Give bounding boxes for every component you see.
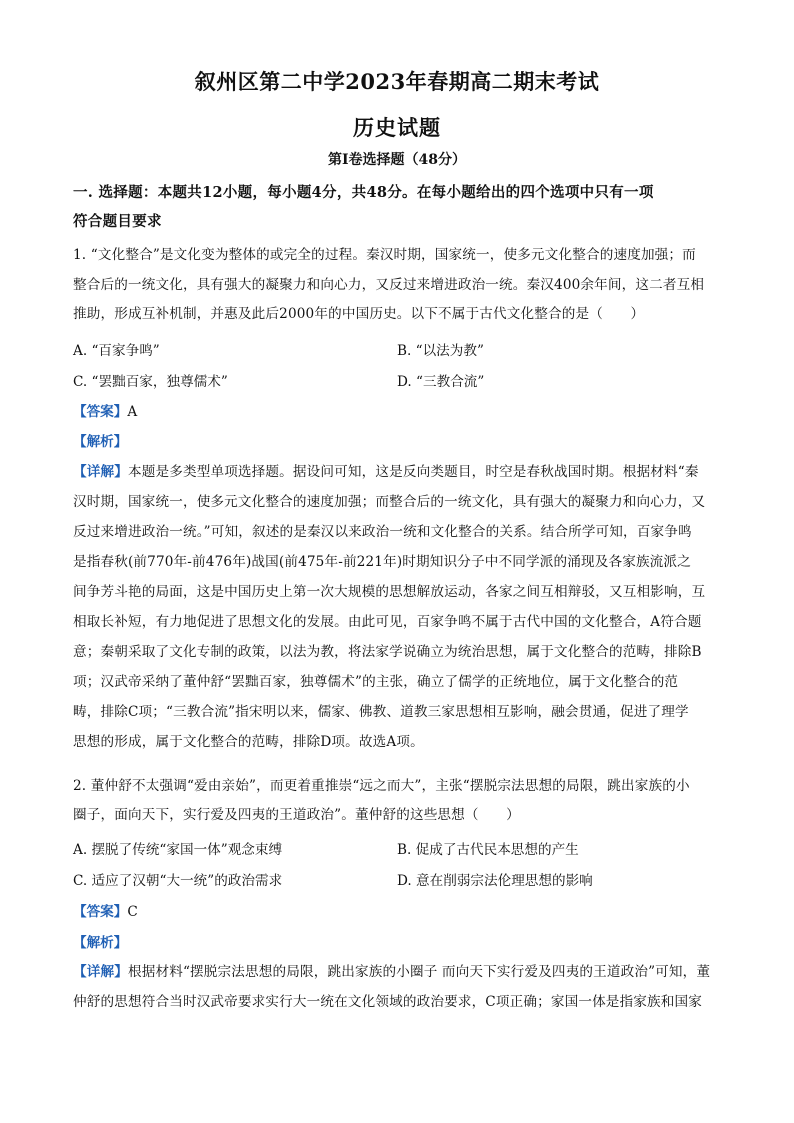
q1-analysis	[73, 430, 127, 450]
instruction-line-2: 符合题目要求	[73, 213, 162, 230]
q1-option-d: D. “三教合流”	[397, 374, 485, 390]
q1-analysis-tag: 【解析】	[73, 434, 128, 450]
q1-option-c: C. “罢黜百家，独尊儒术”	[73, 374, 228, 390]
q1-answer	[73, 400, 137, 420]
q2-stem-line-1: 2. 董仲舒不太强调“爱由亲始”，而更着重推崇“远之而大”，主张“摆脱宗法思想的局限，跳出家族的小	[73, 778, 690, 794]
q1-stem-line-1: 1. “文化整合”是文化变为整体的或完全的过程。秦汉时期，国家统一，使多元文化整合的速度加强；而	[73, 247, 696, 263]
q2-analysis	[73, 931, 127, 951]
q2-detail-line-2: 仲舒的思想符合当时汉武帝要求实行大一统在文化领域的政治要求，C项正确；家国一体是指家族和国家	[73, 994, 703, 1010]
q1-detail-line-10: 思想的形成，属于文化整合的范畴，排除D项。故选A项。	[73, 734, 424, 750]
section-title: 第Ⅰ卷选择题（48分）	[327, 152, 467, 168]
q1-detail-line-6: 相取长补短，有力地促进了思想文化的发展。由此可见，百家争鸣不属于古代中国的文化整合，A符合题	[73, 614, 702, 630]
q1-answer-value: A	[127, 404, 138, 420]
q1-stem-line-2: 整合后的一统文化，具有强大的凝聚力和向心力，又反过来增进政治一统。秦汉400余年间，这二者互相	[73, 277, 705, 293]
q1-answer-tag: 【答案】	[73, 404, 128, 420]
q1-detail-line-8: 项；汉武帝采纳了董仲舒“罢黜百家，独尊儒术”的主张，确立了儒学的正统地位，属于文化整合的范	[73, 674, 679, 690]
q1-option-a: A. “百家争鸣”	[73, 343, 160, 359]
instruction-line-1: 一. 选择题：本题共12小题，每小题4分，共48分。在每小题给出的四个选项中只有一项	[73, 184, 654, 201]
q2-answer-value: C	[127, 904, 138, 920]
q2-detail-tag: 【详解】	[73, 964, 128, 980]
q2-option-a: A. 摆脱了传统“家国一体”观念束缚	[73, 842, 283, 858]
q1-detail-line-5: 间争芳斗艳的局面，这是中国历史上第一次大规模的思想解放运动，各家之间互相辩驳，又互相影响，互	[73, 584, 706, 600]
q1-detail-line-9: 畴，排除C项；“三教合流”指宋明以来，儒家、佛教、道教三家思想相互影响，融会贯通，促进了理学	[73, 704, 689, 720]
q1-detail-line-2: 汉时期，国家统一，使多元文化整合的速度加强；而整合后的一统文化，具有强大的凝聚力和向心力，又	[73, 494, 706, 510]
q1-detail-line-1: 【详解】本题是多类型单项选择题。据设问可知，这是反向类题目，时空是春秋战国时期。根据材料“秦	[73, 464, 699, 480]
q2-stem-line-2: 圈子，面向天下，实行爱及四夷的王道政治”。董仲舒的这些思想（ ）	[73, 807, 520, 823]
q2-detail-line-1: 【详解】根据材料“摆脱宗法思想的局限，跳出家族的小圈子 而向天下实行爱及四夷的王道政治”可知，董	[73, 964, 711, 980]
q2-option-d: D. 意在削弱宗法伦理思想的影响	[397, 873, 593, 889]
subject-title: 历史试题	[353, 115, 441, 140]
q2-answer-tag: 【答案】	[73, 904, 128, 920]
q1-detail-tag: 【详解】	[73, 464, 128, 480]
q1-detail-line-7: 意；秦朝采取了文化专制的政策，以法为教，将法家学说确立为统治思想，属于文化整合的范畴，排除B	[73, 644, 702, 660]
q1-stem-line-3: 推助，形成互补机制，并惠及此后2000年的中国历史。以下不属于古代文化整合的是（ ）	[73, 306, 645, 322]
q2-analysis-tag: 【解析】	[73, 935, 128, 951]
q1-detail-line-4: 是指春秋(前770年-前476年)战国(前475年-前221年)时期知识分子中不同学派的涌现及各家族流派之	[73, 554, 691, 570]
q2-answer	[73, 900, 138, 920]
q1-detail-line-3: 反过来增进政治一统。”可知，叙述的是秦汉以来政治一统和文化整合的关系。结合所学可知，百家争鸣	[73, 524, 692, 540]
q2-option-b: B. 促成了古代民本思想的产生	[397, 842, 579, 858]
exam-title: 叙州区第二中学2023年春期高二期末考试	[194, 69, 600, 94]
q2-option-c: C. 适应了汉朝“大一统”的政治需求	[73, 873, 283, 889]
q1-option-b: B. “以法为教”	[397, 343, 484, 359]
